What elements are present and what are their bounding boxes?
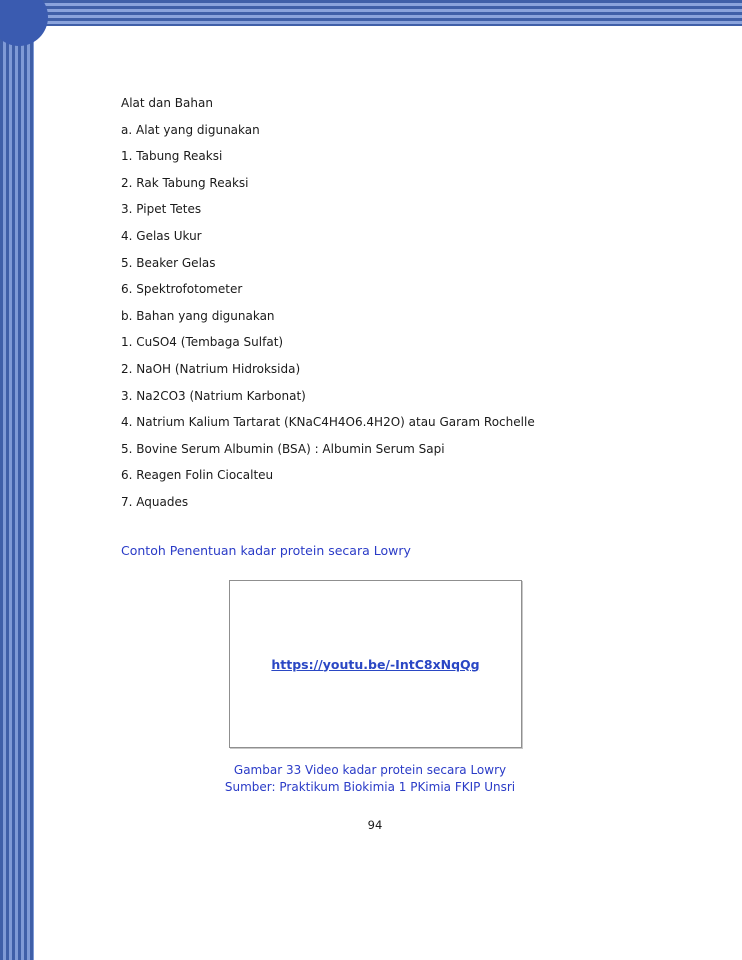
list-item: 4. Natrium Kalium Tartarat (KNaC4H4O6.4H2O) atau Garam Rochelle: [121, 415, 535, 430]
top-decorative-bar: [0, 0, 742, 26]
list-item: 5. Beaker Gelas: [121, 255, 216, 270]
video-link[interactable]: https://youtu.be/-IntC8xNqQg: [271, 656, 480, 672]
page-number: 94: [367, 818, 383, 832]
subheading-materials: b. Bahan yang digunakan: [121, 308, 275, 323]
subheading-tools: a. Alat yang digunakan: [121, 122, 260, 137]
list-item: 7. Aquades: [121, 494, 189, 509]
example-heading: Contoh Penentuan kadar protein secara Lowry: [121, 543, 411, 558]
list-item: 4. Gelas Ukur: [121, 228, 202, 243]
video-frame: [229, 580, 522, 748]
section-title: Alat dan Bahan: [121, 96, 213, 110]
list-item: 6. Spektrofotometer: [121, 282, 243, 297]
figure-caption: Gambar 33 Video kadar protein secara Lowry: [233, 763, 507, 777]
materials-list: [121, 94, 711, 520]
list-item: 1. CuSO4 (Tembaga Sulfat): [121, 335, 284, 350]
list-item: 3. Na2CO3 (Natrium Karbonat): [121, 388, 306, 403]
figure-source: Sumber: Praktikum Biokimia 1 PKimia FKIP Unsri: [224, 780, 516, 794]
list-item: 3. Pipet Tetes: [121, 202, 202, 217]
list-item: 5. Bovine Serum Albumin (BSA) : Albumin Serum Sapi: [121, 441, 445, 456]
list-item: 1. Tabung Reaksi: [121, 149, 223, 164]
list-item: 2. Rak Tabung Reaksi: [121, 175, 249, 190]
corner-ornament: [0, 0, 48, 46]
list-item: 6. Reagen Folin Ciocalteu: [121, 468, 274, 483]
left-decorative-bar: [0, 0, 34, 960]
list-item: 2. NaOH (Natrium Hidroksida): [121, 361, 301, 376]
